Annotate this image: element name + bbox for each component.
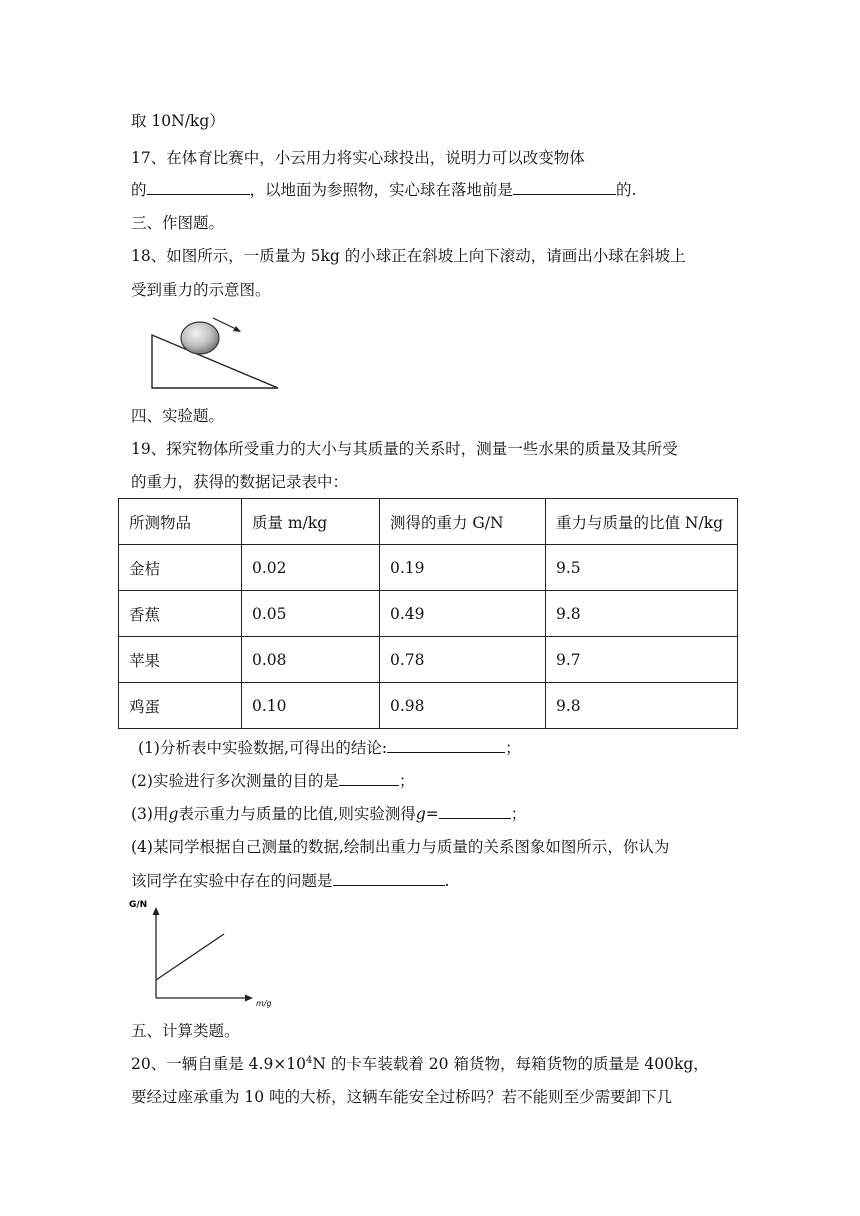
- text-fragment: (3)用: [131, 805, 169, 823]
- table-cell: 金桔: [119, 545, 242, 591]
- question-17-line2: [131, 180, 636, 200]
- answer-blank: [439, 804, 511, 819]
- answer-blank: [513, 180, 616, 195]
- question-17-line1: 17、在体育比赛中，小云用力将实心球投出，说明力可以改变物体: [131, 149, 585, 167]
- answer-blank: [147, 180, 250, 195]
- table-cell: 香蕉: [119, 591, 242, 637]
- table-cell: 0.78: [380, 637, 546, 683]
- table-cell: 0.05: [242, 591, 380, 637]
- x-axis-arrow: [245, 995, 253, 1002]
- text-fragment: 20、一辆自重是 4.9×10: [131, 1055, 307, 1073]
- question-19-line1: 19、探究物体所受重力的大小与其质量的关系时，测量一些水果的质量及其所受: [131, 440, 678, 458]
- table-cell: 0.49: [380, 591, 546, 637]
- sub-question-1: [138, 738, 521, 758]
- text-fragment: 该同学在实验中存在的问题是: [131, 872, 333, 890]
- text-line: 取 10N/kg）: [131, 112, 225, 130]
- text-fragment: N 的卡车装载着 20 箱货物，每箱货物的质量是 400kg，: [312, 1055, 709, 1073]
- answer-blank: [333, 871, 445, 886]
- table-row: [119, 683, 738, 729]
- symbol-g: g: [415, 805, 426, 823]
- text-fragment: ；: [398, 772, 415, 790]
- section-heading: 四、实验题。: [131, 407, 225, 425]
- table-cell: 9.5: [546, 545, 738, 591]
- table-row: [119, 637, 738, 683]
- text-fragment: 的.: [616, 181, 637, 199]
- text-fragment: (2)实验进行多次测量的目的是: [131, 772, 339, 790]
- question-20-line1: [131, 1054, 709, 1074]
- text-fragment: ；: [505, 739, 521, 757]
- text-fragment: .: [444, 872, 450, 890]
- question-19-line2: 的重力，获得的数据记录表中：: [131, 473, 349, 491]
- sub-question-2: [131, 771, 414, 791]
- text-fragment: ，以地面为参照物，实心球在落地前是: [249, 181, 514, 199]
- table-row: [119, 591, 738, 637]
- y-axis-label: G/N: [129, 900, 148, 910]
- arrow-head: [233, 326, 241, 332]
- sub-question-3: [131, 804, 526, 824]
- text-fragment: 表示重力与质量的比值,则实验测得: [178, 805, 416, 823]
- table-cell: 鸡蛋: [119, 683, 242, 729]
- table-cell: 0.10: [242, 683, 380, 729]
- section-heading: 五、计算类题。: [131, 1022, 240, 1040]
- motion-arrow: [213, 318, 238, 330]
- text-fragment: ；: [510, 805, 527, 823]
- sub-question-4-line1: (4)某同学根据自己测量的数据,绘制出重力与质量的关系图象如图所示，你认为: [131, 838, 670, 856]
- question-18-line1: 18、如图所示，一质量为 5kg 的小球正在斜坡上向下滚动，请画出小球在斜坡上: [131, 247, 686, 265]
- answer-blank: [339, 771, 399, 786]
- question-20-line2: 要经过座承重为 10 吨的大桥，这辆车能安全过桥吗？若不能则至少需要卸下几: [131, 1088, 673, 1106]
- table-cell: 苹果: [119, 637, 242, 683]
- table-header-row: [119, 499, 738, 545]
- table-cell: 0.19: [380, 545, 546, 591]
- exponent: 4: [306, 1054, 313, 1066]
- sub-question-4-line2: [131, 871, 449, 891]
- symbol-g: g: [168, 805, 179, 823]
- table-header-cell: 所测物品: [119, 499, 242, 545]
- g-m-graph: [126, 898, 286, 1010]
- table-cell: 9.8: [546, 591, 738, 637]
- text-fragment: 的: [131, 181, 147, 199]
- table-cell: 9.7: [546, 637, 738, 683]
- table-cell: 0.08: [242, 637, 380, 683]
- table-header-cell: 质量 m/kg: [242, 499, 380, 545]
- x-axis-label: m/g: [256, 999, 272, 1008]
- table-header-cell: 测得的重力 G/N: [380, 499, 546, 545]
- text-fragment: (1)分析表中实验数据,可得出的结论:: [138, 739, 388, 757]
- data-table: [118, 498, 738, 729]
- table-cell: 9.8: [546, 683, 738, 729]
- table-cell: 0.98: [380, 683, 546, 729]
- incline-figure: [150, 316, 282, 392]
- text-fragment: =: [425, 805, 439, 823]
- graph-line: [156, 934, 224, 980]
- section-heading: 三、作图题。: [131, 214, 225, 232]
- table-header-cell: 重力与质量的比值 N/kg: [546, 499, 738, 545]
- y-axis-arrow: [153, 907, 160, 915]
- ball: [181, 322, 219, 354]
- answer-blank: [387, 738, 505, 753]
- table-cell: 0.02: [242, 545, 380, 591]
- table-row: [119, 545, 738, 591]
- question-18-line2: 受到重力的示意图。: [131, 281, 271, 299]
